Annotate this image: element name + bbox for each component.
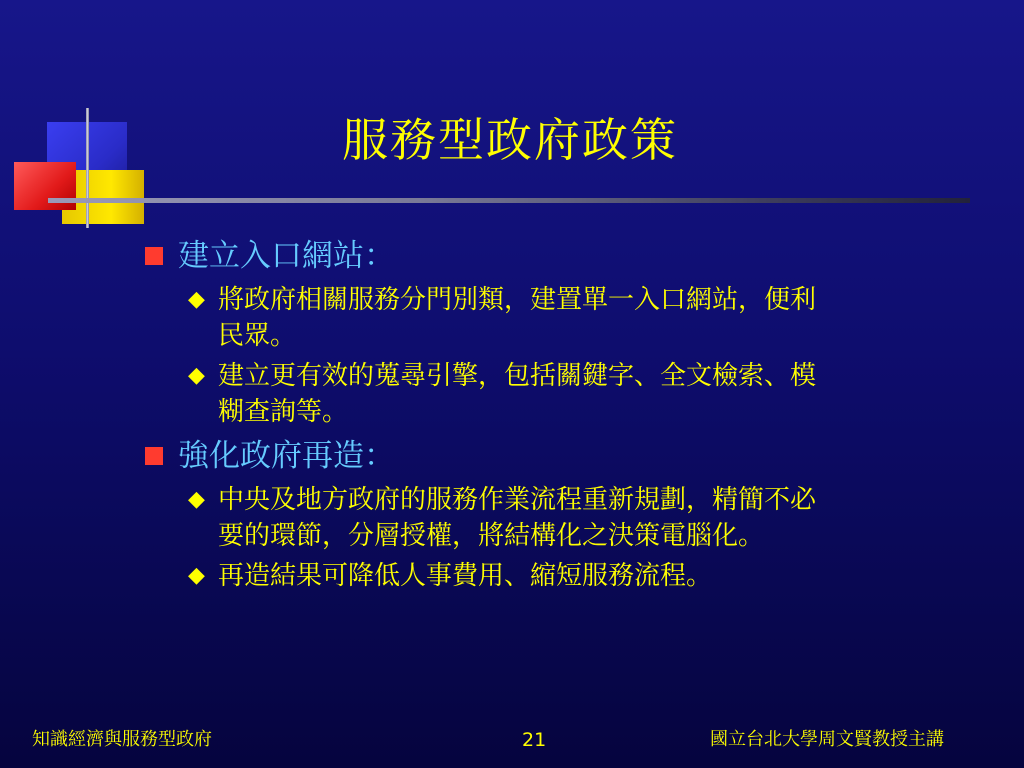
bullet-item: [140, 482, 838, 554]
bullet-text: 再造結果可降低人事費用、縮短服務流程。: [218, 561, 713, 591]
section-heading-text: 建立入口網站：: [178, 238, 395, 274]
bullet-text: 中央及地方政府的服務作業流程重新規劃，精簡不必要的環節，分層授權，將結構化之決策電腦化。: [218, 485, 817, 551]
slide-title: 服務型政府政策: [342, 113, 678, 167]
square-bullet-icon: [145, 447, 163, 465]
diamond-bullet-icon: ◆: [188, 487, 205, 512]
bullet-item: [140, 558, 838, 594]
square-bullet-icon: [145, 247, 163, 265]
bullet-item: [140, 282, 838, 354]
section-heading-portal: [140, 234, 920, 278]
diamond-bullet-icon: ◆: [188, 563, 205, 588]
section-heading-text: 強化政府再造：: [178, 438, 395, 474]
footer-course-title: 知識經濟與服務型政府: [32, 729, 212, 750]
bullet-item: [140, 358, 838, 430]
title-underline: [48, 198, 970, 203]
section-heading-reengineering: [140, 434, 920, 478]
diamond-bullet-icon: ◆: [188, 363, 205, 388]
bullet-text: 建立更有效的蒐尋引擎，包括關鍵字、全文檢索、模糊查詢等。: [218, 361, 817, 427]
footer-presenter: 國立台北大學周文賢教授主講: [710, 729, 944, 750]
bullet-text: 將政府相關服務分門別類，建置單一入口網站，便利民眾。: [218, 285, 817, 351]
diamond-bullet-icon: ◆: [188, 287, 205, 312]
slide-content: [140, 230, 920, 594]
page-number: 21: [522, 729, 547, 751]
vertical-divider-line: [86, 108, 89, 228]
